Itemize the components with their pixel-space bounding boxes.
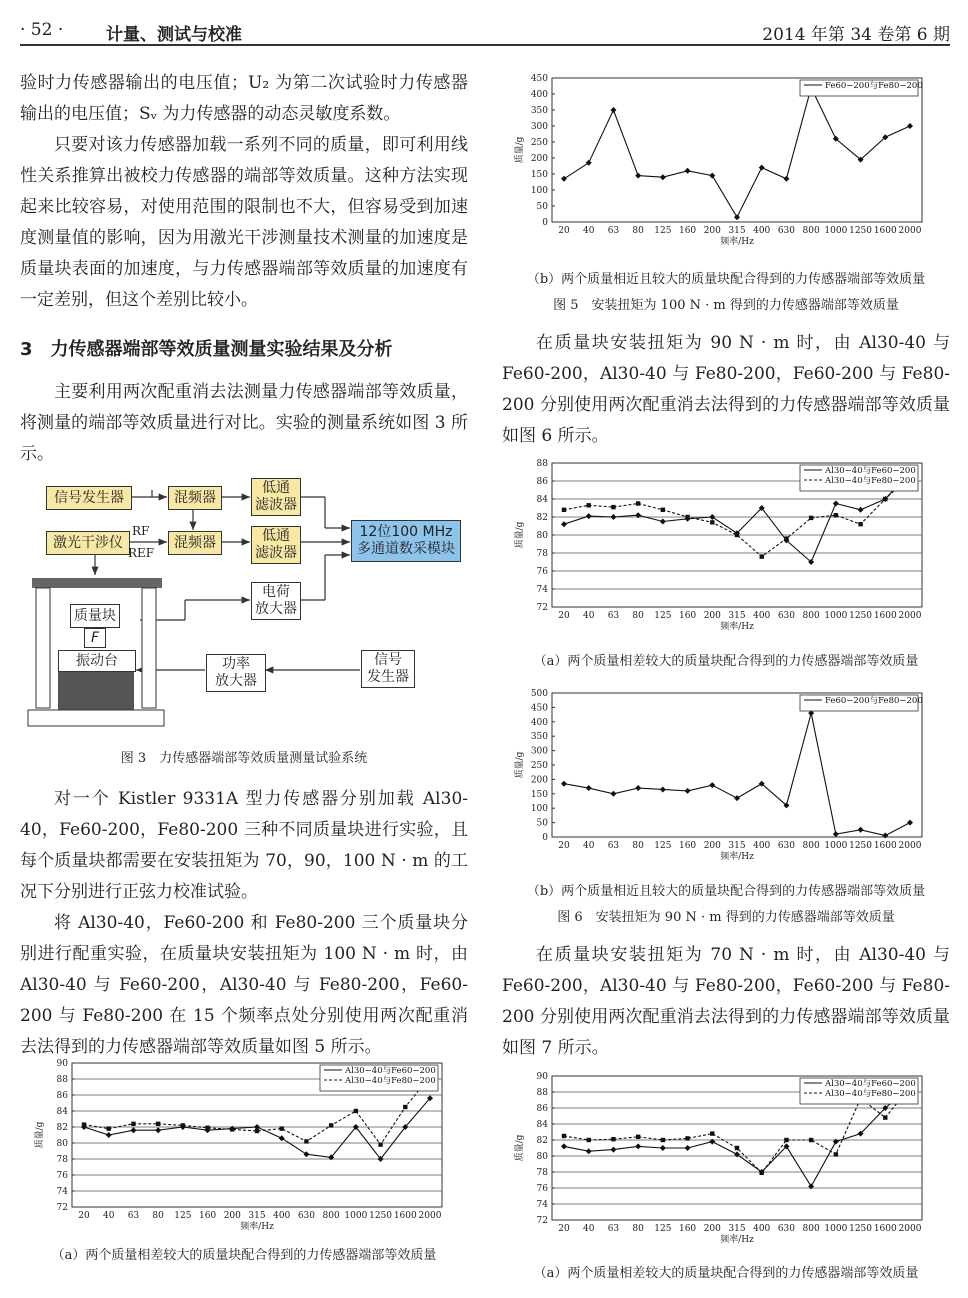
y-tick-label: 0 [542,833,548,843]
fig3-caption: 图 3 力传感器端部等效质量测量试验系统 [120,751,368,766]
y-tick-label: 350 [530,732,548,743]
data-point [636,1135,640,1139]
x-tick-label: 20 [558,1224,570,1234]
force-sensor-block: F [84,628,106,648]
issue-info: 2014 年第 34 卷第 6 期 [762,25,950,45]
data-point [834,1152,838,1156]
y-tick-label: 74 [536,1200,548,1210]
x-tick-label: 2000 [898,611,922,621]
y-tick-label: 84 [536,1120,548,1130]
x-tick-label: 160 [678,611,697,621]
x-tick-label: 40 [582,1224,595,1234]
y-axis-label: 质量/g [515,751,525,779]
x-tick-label: 20 [558,611,570,621]
y-tick-label: 400 [530,90,548,100]
x-tick-label: 125 [654,611,672,621]
y-tick-label: 250 [530,761,548,771]
x-tick-label: 800 [322,1211,340,1221]
x-tick-label: 80 [632,1224,644,1234]
x-tick-label: 1600 [393,1211,417,1221]
fig6b-chart [510,685,930,867]
fig7a-chart [510,1068,930,1250]
x-tick-label: 125 [654,841,672,851]
y-tick-label: 300 [530,122,548,132]
data-point [205,1126,209,1130]
y-tick-label: 100 [530,186,548,196]
y-tick-label: 84 [56,1107,68,1117]
rf-label: RF [132,524,150,538]
x-tick-label: 200 [703,1224,721,1234]
data-point [735,1146,739,1150]
x-tick-label: 160 [678,841,697,851]
x-tick-label: 125 [654,1224,672,1234]
x-tick-label: 1250 [849,841,873,851]
data-point [710,520,714,524]
y-tick-label: 80 [536,1152,548,1162]
x-tick-label: 315 [728,1224,746,1234]
data-point [587,503,591,507]
legend-entry: Al30−40与Fe60−200 [345,1066,436,1076]
y-tick-label: 72 [56,1203,68,1213]
y-tick-label: 300 [530,746,548,757]
x-tick-label: 1250 [849,226,873,236]
y-tick-label: 76 [56,1171,68,1181]
x-tick-label: 1000 [824,1224,848,1234]
charge-amplifier-block: 电荷 放大器 [251,582,301,620]
fig6-caption: 图 6 安装扭矩为 90 N · m 得到的力传感器端部等效质量 [557,910,895,925]
y-tick-label: 400 [530,717,548,728]
data-point [611,1137,615,1141]
x-tick-label: 63 [127,1211,140,1221]
data-point [107,1126,111,1130]
x-tick-label: 40 [582,841,595,851]
y-tick-label: 150 [530,789,548,800]
x-axis-label: 频率/Hz [720,852,754,862]
data-point [685,1136,689,1140]
shaker-block: 振动台 [58,650,136,672]
data-point [304,1139,308,1143]
data-point [784,1138,788,1142]
x-tick-label: 315 [248,1211,266,1221]
data-point [636,501,640,505]
x-tick-label: 400 [753,226,771,236]
y-tick-label: 150 [530,170,548,180]
legend-entry: Fe60−200与Fe80−200 [825,81,923,91]
x-tick-label: 1600 [873,1224,897,1234]
fig3-diagram [20,470,468,732]
paragraph: 主要利用两次配重消去法测量力传感器端部等效质量，将测量的端部等效质量进行对比。实验的测量系统如图 3 所示。 [20,382,468,464]
data-point [403,1105,407,1109]
x-axis-label: 频率/Hz [720,237,754,247]
x-tick-label: 1000 [824,611,848,621]
fig5-caption: 图 5 安装扭矩为 100 N · m 得到的力传感器端部等效质量 [553,298,899,313]
x-tick-label: 20 [558,226,570,236]
x-tick-label: 2000 [898,226,922,236]
x-tick-label: 63 [607,226,620,236]
data-point [82,1122,86,1126]
y-tick-label: 74 [56,1187,68,1197]
x-tick-label: 400 [753,611,771,621]
y-tick-label: 90 [56,1059,68,1069]
y-tick-label: 78 [56,1155,68,1165]
x-tick-label: 63 [607,841,620,851]
data-point [834,513,838,517]
data-point [661,508,665,512]
y-tick-label: 82 [536,513,548,523]
data-point [760,554,764,558]
x-tick-label: 800 [802,841,820,851]
data-point [378,1142,382,1146]
x-tick-label: 200 [223,1211,241,1221]
x-tick-label: 160 [678,226,697,236]
y-axis-label: 质量/g [35,1121,45,1149]
left-column-lower [20,784,468,1063]
x-tick-label: 1250 [369,1211,393,1221]
data-point [760,1171,764,1175]
x-tick-label: 160 [198,1211,217,1221]
fig5a-caption: （a）两个质量相差较大的质量块配合得到的力传感器端部等效质量 [51,1248,437,1263]
fig6b-caption: （b）两个质量相近且较大的质量块配合得到的力传感器端部等效质量 [526,884,926,899]
x-tick-label: 2000 [898,1224,922,1234]
x-tick-label: 2000 [898,841,922,851]
paragraph: 对一个 Kistler 9331A 型力传感器分别加载 Al30-40，Fe60-200，Fe80-200 三种不同质量块进行实验，且每个质量块都需要在安装扭矩为 70，90，100 N · m 的工况下分别进行正弦力校准试验。 [20,789,468,902]
y-tick-label: 82 [56,1123,68,1133]
paragraph: 只要对该力传感器加载一系列不同的质量，即可利用线性关系推算出被校力传感器的端部等效质量。这种方法实现起来比较容易，对使用范围的限制也不大，但容易受到加速度测量值的影响，因为用激光干涉测量技术测量的加速度是质量块表面的加速度，与力传感器端部等效质量的加速度有一定差别，但这个差别比较小。 [20,135,468,310]
paragraph: 验时力传感器输出的电压值；U₂ 为第二次试验时力传感器输出的电压值；Sᵥ 为力传感器的动态灵敏度系数。 [20,73,468,124]
lowpass-filter-block: 低通 滤波器 [251,526,301,564]
x-tick-label: 800 [802,1224,820,1234]
x-tick-label: 630 [777,841,796,851]
x-axis-label: 频率/Hz [240,1222,274,1232]
x-tick-label: 2000 [418,1211,442,1221]
y-tick-label: 100 [530,804,548,815]
mixer-block: 混频器 [168,486,222,510]
x-tick-label: 1600 [873,841,897,851]
y-tick-label: 88 [536,459,548,469]
x-tick-label: 1000 [344,1211,368,1221]
data-point [784,536,788,540]
legend-entry: Al30−40与Fe60−200 [825,1079,916,1089]
x-tick-label: 400 [753,1224,771,1234]
y-tick-label: 450 [530,74,548,84]
x-tick-label: 800 [802,226,820,236]
x-tick-label: 80 [632,226,644,236]
data-point [858,522,862,526]
plot-area [552,78,922,222]
y-tick-label: 50 [536,818,548,829]
x-tick-label: 125 [174,1211,192,1221]
x-tick-label: 20 [558,841,570,851]
y-tick-label: 72 [536,603,548,613]
y-tick-label: 88 [536,1088,548,1098]
y-tick-label: 86 [536,1104,548,1114]
y-tick-label: 350 [530,106,548,116]
y-tick-label: 86 [56,1091,68,1101]
page-header [20,14,950,46]
daq-module-block: 12位100 MHz 多通道数采模块 [351,520,461,562]
y-axis-label: 质量/g [515,136,525,164]
mass-block: 质量块 [70,604,120,628]
laser-interferometer-block: 激光干涉仪 [46,531,130,555]
y-axis-label: 质量/g [515,521,525,549]
data-point [230,1127,234,1131]
x-tick-label: 1000 [824,226,848,236]
data-point [562,508,566,512]
fig7a-caption: （a）两个质量相差较大的质量块配合得到的力传感器端部等效质量 [533,1266,919,1281]
lowpass-filter-block: 低通 滤波器 [251,478,301,516]
x-tick-label: 315 [728,226,746,236]
x-tick-label: 630 [777,226,796,236]
x-tick-label: 400 [753,841,771,851]
x-tick-label: 63 [607,611,620,621]
y-tick-label: 0 [542,218,548,228]
data-point [661,1138,665,1142]
x-tick-label: 160 [678,1224,697,1234]
data-point [354,1109,358,1113]
x-tick-label: 80 [632,841,644,851]
y-tick-label: 80 [56,1139,68,1149]
x-tick-label: 1250 [849,1224,873,1234]
x-tick-label: 40 [102,1211,115,1221]
x-tick-label: 200 [703,841,721,851]
plot-area [552,693,922,837]
legend-entry: Al30−40与Fe80−200 [825,476,916,486]
x-tick-label: 40 [582,611,595,621]
data-point [181,1123,185,1127]
right-column-lower [502,940,950,1064]
legend-entry: Fe60−200与Fe80−200 [825,696,923,706]
ref-label: REF [128,546,155,560]
x-axis-label: 频率/Hz [720,622,754,632]
data-point [562,1134,566,1138]
data-point [809,516,813,520]
data-point [883,1115,887,1119]
y-tick-label: 500 [530,689,548,699]
x-tick-label: 800 [802,611,820,621]
data-point [611,505,615,509]
data-point [280,1126,284,1130]
y-tick-label: 50 [536,202,548,212]
y-tick-label: 84 [536,495,548,505]
x-tick-label: 40 [582,226,595,236]
fig6a-chart [510,455,930,637]
y-tick-label: 76 [536,1184,548,1194]
y-tick-label: 80 [536,531,548,541]
y-tick-label: 72 [536,1216,548,1226]
mixer-block: 混频器 [168,531,222,555]
left-column [20,68,468,470]
y-tick-label: 78 [536,1168,548,1178]
data-point [255,1129,259,1133]
x-tick-label: 1250 [849,611,873,621]
x-tick-label: 200 [703,611,721,621]
x-tick-label: 315 [728,611,746,621]
data-point [587,1138,591,1142]
y-tick-label: 82 [536,1136,548,1146]
signal-generator-block: 信号 发生器 [361,650,415,688]
x-tick-label: 315 [728,841,746,851]
data-point [156,1122,160,1126]
x-tick-label: 125 [654,226,672,236]
x-tick-label: 630 [777,611,796,621]
y-tick-label: 250 [530,138,548,148]
legend-entry: Al30−40与Fe80−200 [345,1076,436,1086]
y-tick-label: 74 [536,585,548,595]
legend-entry: Al30−40与Fe60−200 [825,466,916,476]
x-tick-label: 400 [273,1211,291,1221]
y-axis-label: 质量/g [515,1134,525,1162]
paragraph: 在质量块安装扭矩为 90 N · m 时，由 Al30-40 与 Fe60-200，Al30-40 与 Fe80-200，Fe60-200 与 Fe80-200 分别使用两次配重消去法得到的力传感器端部等效质量如图 6 所示。 [502,333,950,446]
paragraph: 在质量块安装扭矩为 70 N · m 时，由 Al30-40 与 Fe60-200，Al30-40 与 Fe80-200，Fe60-200 与 Fe80-200 分别使用两次配重消去法得到的力传感器端部等效质量如图 7 所示。 [502,945,950,1058]
x-tick-label: 1600 [873,611,897,621]
x-tick-label: 80 [152,1211,164,1221]
x-tick-label: 20 [78,1211,90,1221]
data-point [131,1122,135,1126]
x-axis-label: 频率/Hz [720,1235,754,1245]
data-point [735,533,739,537]
data-point [883,497,887,501]
x-tick-label: 63 [607,1224,620,1234]
data-point [809,1138,813,1142]
x-tick-label: 630 [777,1224,796,1234]
x-tick-label: 1000 [824,841,848,851]
x-tick-label: 1600 [873,226,897,236]
y-tick-label: 86 [536,477,548,487]
data-point [329,1123,333,1127]
y-tick-label: 76 [536,567,548,577]
page-number: · 52 · [20,20,64,40]
x-tick-label: 630 [297,1211,316,1221]
y-tick-label: 90 [536,1072,548,1082]
y-tick-label: 88 [56,1075,68,1085]
fig5a-chart [30,1055,450,1237]
power-amplifier-block: 功率 放大器 [206,654,266,692]
legend-entry: Al30−40与Fe80−200 [825,1089,916,1099]
data-point [710,1131,714,1135]
fig6a-caption: （a）两个质量相差较大的质量块配合得到的力传感器端部等效质量 [533,654,919,669]
y-tick-label: 450 [530,703,548,714]
y-tick-label: 200 [530,775,548,786]
journal-section: 计量、测试与校准 [106,25,242,45]
data-point [685,515,689,519]
y-tick-label: 200 [530,154,548,164]
fig5b-chart [510,70,930,252]
fig5b-caption: （b）两个质量相近且较大的质量块配合得到的力传感器端部等效质量 [526,272,926,287]
y-tick-label: 78 [536,549,548,559]
section-heading: 3 力传感器端部等效质量测量实验结果及分析 [20,339,393,360]
right-column [502,328,950,452]
signal-generator-block: 信号发生器 [46,486,132,510]
paragraph: 将 Al30-40，Fe60-200 和 Fe80-200 三个质量块分别进行配重实验，在质量块安装扭矩为 100 N · m 时，由 Al30-40 与 Fe60-200，Al30-40 与 Fe80-200，Fe60-200 与 Fe80-200 在 15 个频率点处分别使用两次配重消去法得到的力传感器端部等效质量如图 5 所示。 [20,913,468,1057]
x-tick-label: 200 [703,226,721,236]
x-tick-label: 80 [632,611,644,621]
